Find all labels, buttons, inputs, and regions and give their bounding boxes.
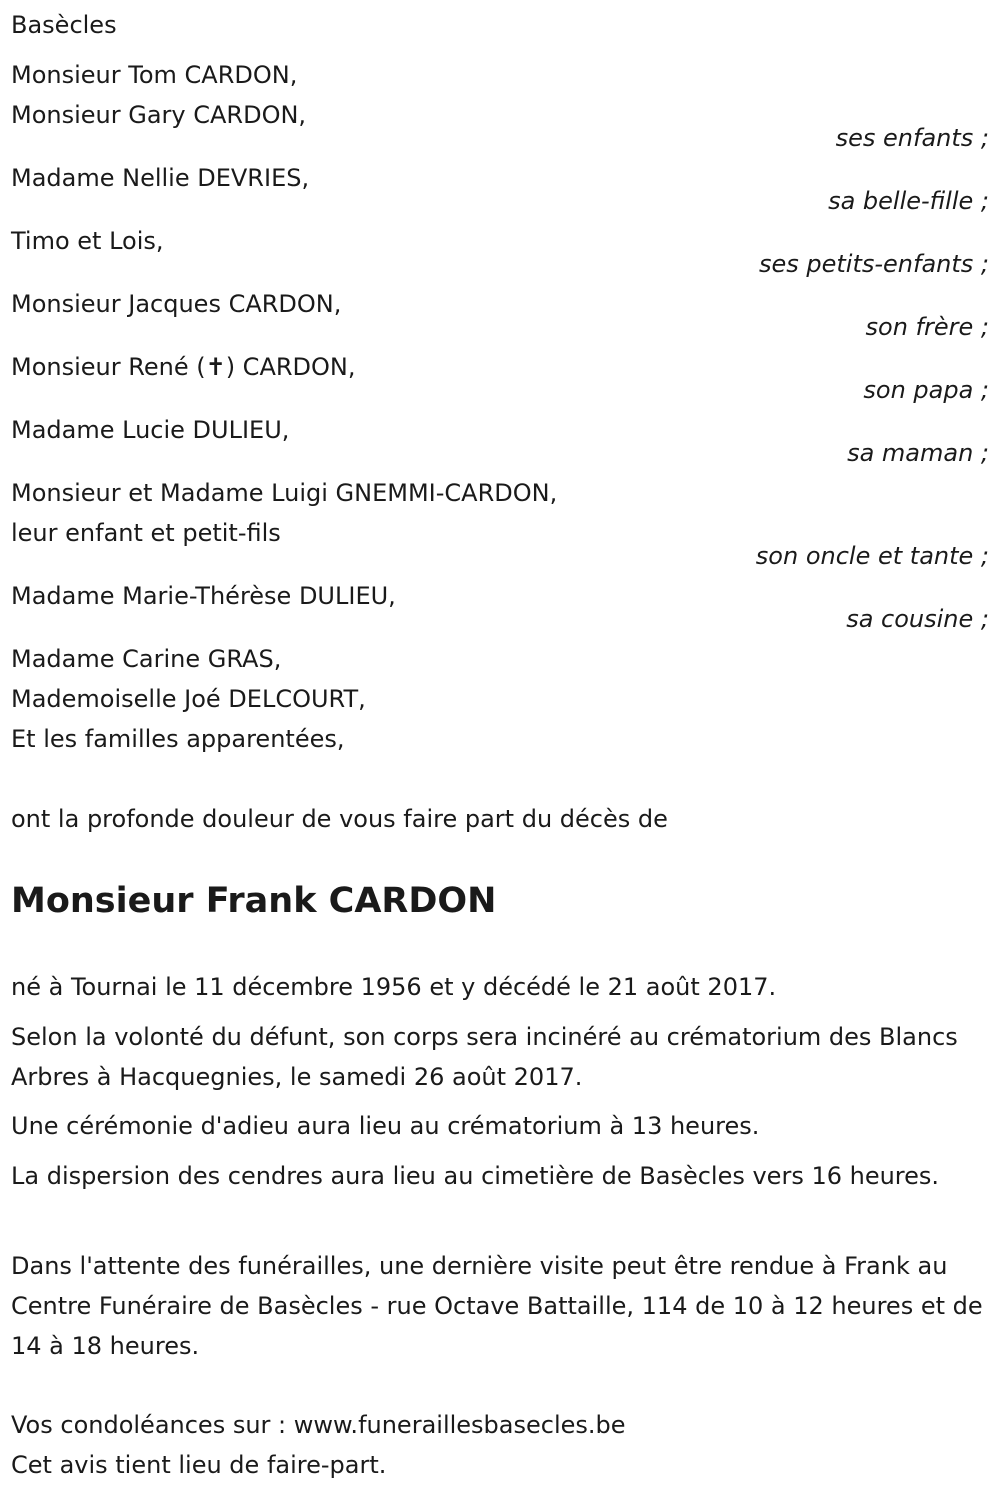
relation-label: son oncle et tante ; <box>755 542 989 570</box>
relation-label: son papa ; <box>863 376 989 404</box>
birth-death-paragraph: né à Tournai le 11 décembre 1956 et y décédé le 21 août 2017. <box>11 973 777 1001</box>
family-name: Timo et Lois, <box>11 227 164 255</box>
family-name: leur enfant et petit-fils <box>11 519 281 547</box>
family-name: Madame Marie-Thérèse DULIEU, <box>11 582 396 610</box>
ceremony-paragraph: Une cérémonie d'adieu aura lieu au crématorium à 13 heures. <box>11 1112 760 1140</box>
relation-label: ses petits-enfants ; <box>758 250 989 278</box>
ashes-paragraph: La dispersion des cendres aura lieu au cimetière de Basècles vers 16 heures. <box>11 1162 940 1190</box>
relation-label: sa maman ; <box>847 439 989 467</box>
family-name: Madame Carine GRAS, <box>11 645 282 673</box>
notice-text: Cet avis tient lieu de faire-part. <box>11 1451 387 1479</box>
cremation-paragraph: Selon la volonté du défunt, son corps sera incinéré au crématorium des Blancs Arbres à Hacquegnies, le samedi 26 août 2017. <box>11 1023 958 1091</box>
relation-label: sa belle-fille ; <box>828 187 989 215</box>
visit-paragraph: Dans l'attente des funérailles, une dernière visite peut être rendue à Frank au Centre Funéraire de Basècles - rue Octave Battaille, 114 de 10 à 12 heures et de 14 à 18 heures. <box>11 1252 983 1360</box>
location: Basècles <box>11 11 117 39</box>
deceased-name: Monsieur Frank CARDON <box>11 881 497 921</box>
family-name: Monsieur René (✝) CARDON, <box>11 353 356 381</box>
family-name: Mademoiselle Joé DELCOURT, <box>11 685 366 713</box>
family-name: Monsieur et Madame Luigi GNEMMI-CARDON, <box>11 479 558 507</box>
family-name: Madame Nellie DEVRIES, <box>11 164 310 192</box>
relation-label: sa cousine ; <box>846 605 989 633</box>
family-name: Madame Lucie DULIEU, <box>11 416 290 444</box>
family-name: Monsieur Tom CARDON, <box>11 61 298 89</box>
condolences-link: Vos condoléances sur : www.funeraillesbasecles.be <box>11 1411 626 1439</box>
family-name: Monsieur Gary CARDON, <box>11 101 307 129</box>
family-name: Et les familles apparentées, <box>11 725 345 753</box>
relation-label: ses enfants ; <box>835 124 989 152</box>
announcement: ont la profonde douleur de vous faire part du décès de <box>11 805 668 833</box>
relation-label: son frère ; <box>865 313 989 341</box>
family-name: Monsieur Jacques CARDON, <box>11 290 342 318</box>
